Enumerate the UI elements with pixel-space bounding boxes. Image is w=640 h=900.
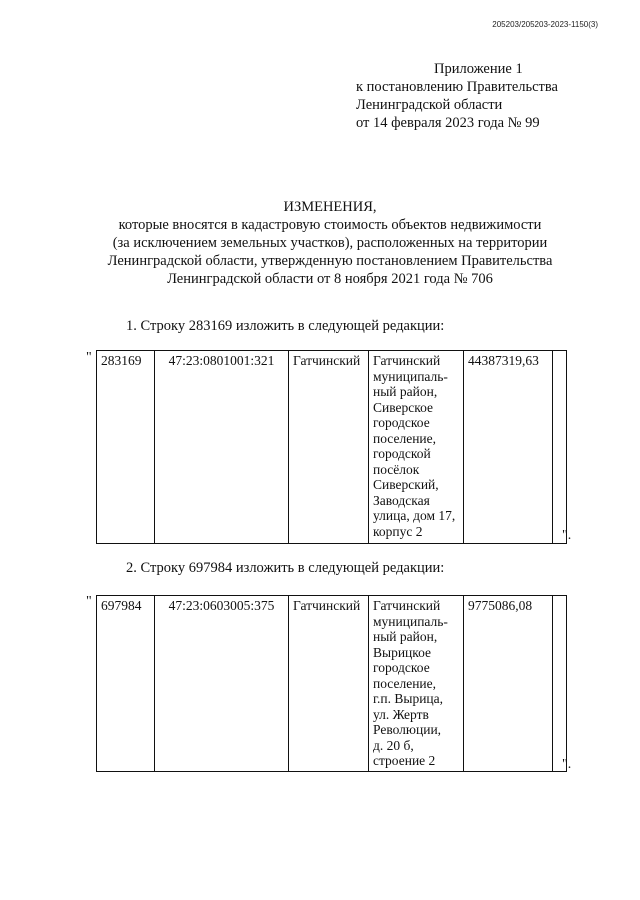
appendix-line: к постановлению Правительства bbox=[356, 79, 558, 95]
table-row bbox=[97, 596, 567, 772]
heading-line: Ленинградской области, утвержденную постановлением Правительства bbox=[107, 253, 553, 269]
document-id: 205203/205203-2023-1150(3) bbox=[492, 20, 598, 29]
property-row-table-2 bbox=[96, 595, 567, 772]
address-line: строение 2 bbox=[373, 753, 436, 768]
item-instruction-2: 2. Строку 697984 изложить в следующей редакции: bbox=[126, 560, 445, 576]
quote-close-2: ". bbox=[562, 757, 572, 772]
address-line: корпус 2 bbox=[373, 523, 423, 539]
address-line: Гатчинский bbox=[373, 598, 441, 613]
property-row-table-1 bbox=[96, 350, 567, 544]
empty-cell bbox=[553, 596, 567, 772]
appendix-line: Ленинградской области bbox=[356, 97, 503, 113]
address-line: посёлок bbox=[373, 461, 420, 477]
address-line: Заводская bbox=[373, 492, 430, 508]
quote-open-1: " bbox=[86, 350, 92, 365]
cadastral-number-cell: 47:23:0603005:375 bbox=[155, 596, 289, 772]
address-line: городское bbox=[373, 415, 430, 430]
address-line: Гатчинский bbox=[373, 353, 441, 368]
address-line: ул. Жертв bbox=[373, 706, 429, 722]
quote-close-1: ". bbox=[562, 528, 572, 543]
address-line: муниципаль- bbox=[373, 368, 448, 384]
cadastral-number-cell: 47:23:0801001:321 bbox=[155, 351, 289, 544]
address-line: поселение, bbox=[373, 430, 437, 446]
address-cell bbox=[369, 351, 464, 544]
address-line: ный район, bbox=[373, 384, 438, 399]
appendix-line: Приложение 1 bbox=[434, 61, 523, 77]
heading-title: ИЗМЕНЕНИЯ, bbox=[283, 199, 377, 215]
appendix-line: от 14 февраля 2023 года № 99 bbox=[356, 115, 540, 131]
address-cell bbox=[369, 596, 464, 772]
address-line: Революции, bbox=[373, 722, 442, 737]
row-number-cell: 283169 bbox=[97, 351, 155, 544]
address-line: улица, дом 17, bbox=[373, 508, 456, 523]
address-line: Вырицкое bbox=[373, 644, 432, 660]
item-instruction-1: 1. Строку 283169 изложить в следующей редакции: bbox=[126, 318, 445, 334]
address-line: поселение, bbox=[373, 675, 437, 691]
address-line: городской bbox=[373, 446, 431, 461]
heading-line: (за исключением земельных участков), расположенных на территории bbox=[112, 235, 548, 251]
table-row bbox=[97, 351, 567, 544]
district-cell: Гатчинский bbox=[289, 351, 369, 544]
address-line: г.п. Вырица, bbox=[373, 691, 444, 706]
address-line: Сиверское bbox=[373, 399, 434, 415]
address-line: муниципаль- bbox=[373, 613, 448, 629]
quote-open-2: " bbox=[86, 594, 92, 609]
appendix-block bbox=[356, 60, 616, 132]
address-line: Сиверский, bbox=[373, 477, 439, 492]
row-number-cell: 697984 bbox=[97, 596, 155, 772]
heading-line: Ленинградской области от 8 ноября 2021 года № 706 bbox=[167, 271, 493, 287]
address-line: городское bbox=[373, 660, 430, 675]
district-cell: Гатчинский bbox=[289, 596, 369, 772]
address-line: д. 20 б, bbox=[373, 737, 414, 753]
heading-line: которые вносятся в кадастровую стоимость объектов недвижимости bbox=[118, 217, 542, 233]
document-heading bbox=[60, 198, 600, 288]
cadastral-value-cell: 44387319,63 bbox=[464, 351, 553, 544]
address-line: ный район, bbox=[373, 629, 438, 644]
empty-cell bbox=[553, 351, 567, 544]
cadastral-value-cell: 9775086,08 bbox=[464, 596, 553, 772]
